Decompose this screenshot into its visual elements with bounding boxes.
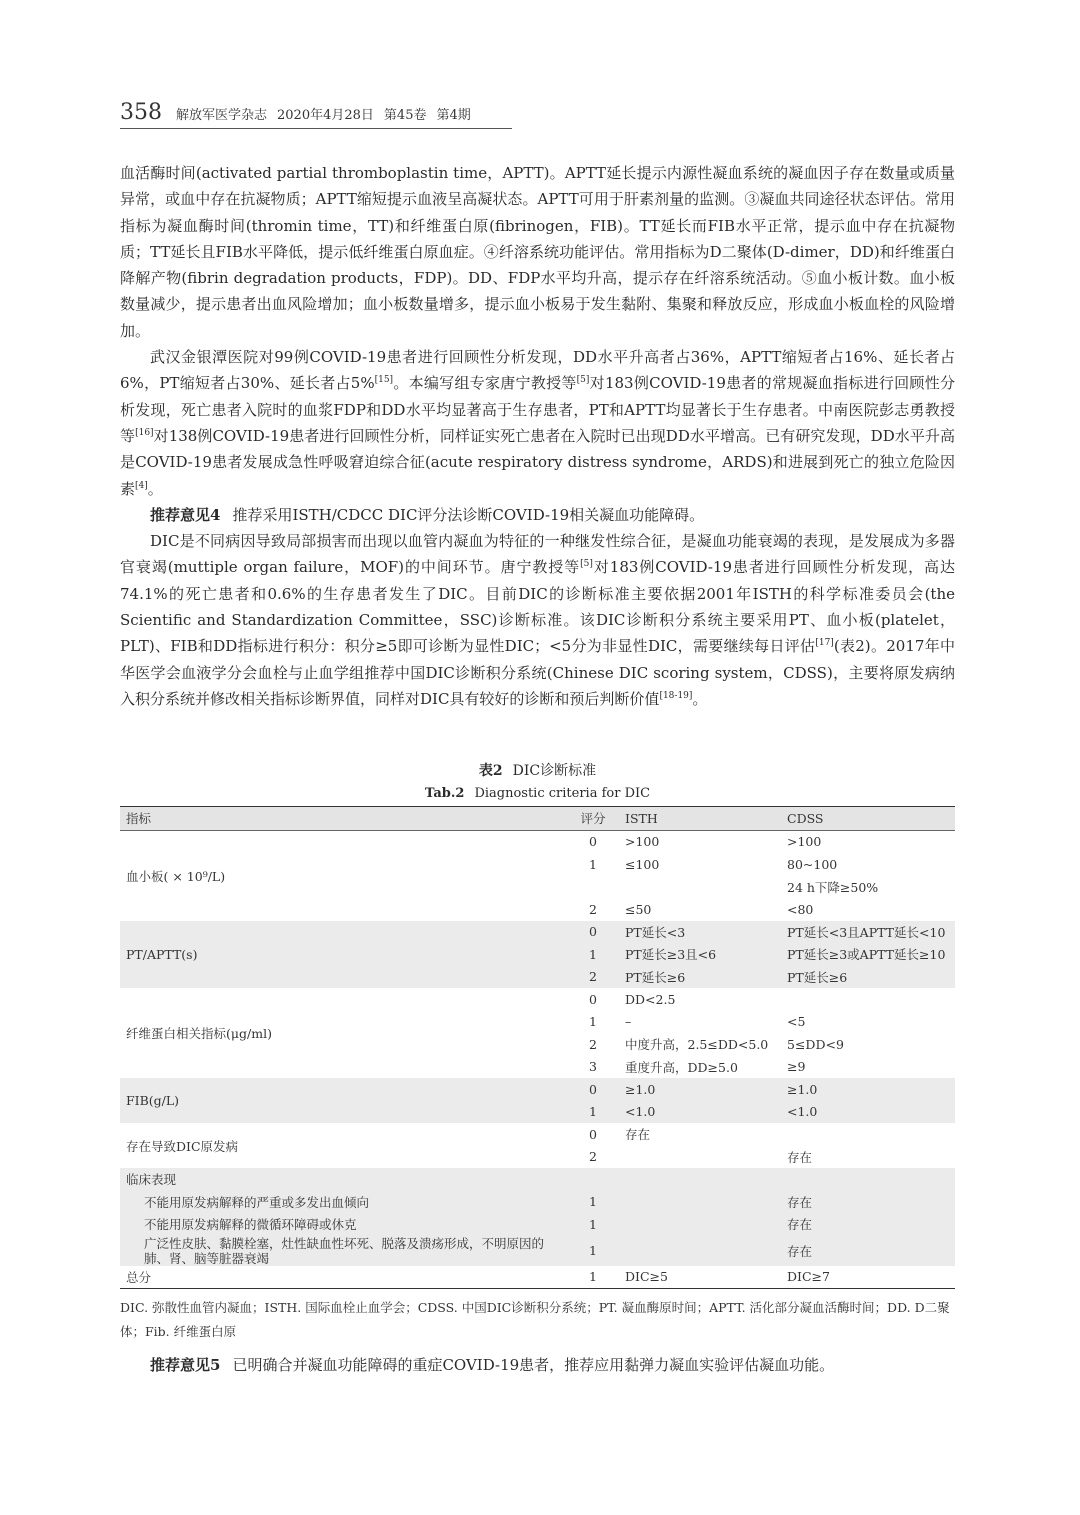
cdss-cell: 24 h下降≥50% bbox=[781, 876, 955, 899]
table-row bbox=[120, 830, 955, 853]
paragraph-1: 血活酶时间(activated partial thromboplastin time，APTT)。APTT延长提示内源性凝血系统的凝血因子存在数量或质量异常，或血中存在抗凝物质；APTT缩短提示血液呈高凝状态。APTT可用于肝素剂量的监测。③凝血共同途径状态评估。常用指标为凝血酶时间(thromin time，TT)和纤维蛋白原(fibrinogen，FIB)。TT延长而FIB水平正常，提示血中存在抗凝物质；TT延长且FIB水平降低，提示低纤维蛋白原血症。④纤溶系统功能评估。常用指标为D二聚体(D-dimer，DD)和纤维蛋白降解产物(fibrin degradation products，FDP)。DD、FDP水平均升高，提示存在纤溶系统活动。⑤血小板计数。血小板数量减少，提示患者出血风险增加；血小板数量增多，提示血小板易于发生黏附、集聚和释放反应，形成血小板血栓的风险增加。 bbox=[120, 164, 955, 340]
text: DIC是不同病因导致局部损害而出现以血管内凝血为特征的一种继发性综合征，是凝血功能衰竭的表现，是发展成为多器官衰竭(muttiple organ failure，MOF)的中间环节。唐宁教授等 bbox=[120, 532, 955, 577]
column-header: 指标 bbox=[120, 807, 567, 831]
recommendation-text: 已明确合并凝血功能障碍的重症COVID-19患者，推荐应用黏弹力凝血实验评估凝血功能。 bbox=[232, 1356, 835, 1374]
citation: [18-19] bbox=[659, 690, 693, 701]
caption-label: Tab.2 bbox=[424, 786, 465, 801]
score-cell: 1 bbox=[567, 1266, 619, 1289]
caption-label: 表2 bbox=[478, 763, 503, 779]
cdss-cell: 5≤DD<9 bbox=[781, 1033, 955, 1056]
cdss-cell: >100 bbox=[781, 830, 955, 853]
article-body bbox=[120, 160, 955, 712]
recommendation-label: 推荐意见5 bbox=[150, 1356, 221, 1374]
text: 。 bbox=[692, 689, 708, 708]
indicator-cell: 总分 bbox=[120, 1266, 567, 1289]
isth-cell bbox=[619, 1236, 781, 1266]
running-header bbox=[120, 100, 512, 125]
cdss-cell: PT延长≥3或APTT延长≥10 bbox=[781, 943, 955, 966]
score-cell: 2 bbox=[567, 1146, 619, 1169]
cdss-cell: ≥1.0 bbox=[781, 1078, 955, 1101]
cdss-cell bbox=[781, 1123, 955, 1146]
volume: 第45卷 bbox=[383, 108, 427, 123]
paragraph-3 bbox=[120, 528, 955, 712]
cdss-cell: <1.0 bbox=[781, 1101, 955, 1124]
text: (表2)。2017年中华医学会血液学分会血栓与止血学组推荐中国DIC诊断积分系统(Chinese DIC scoring system，CDSS)，主要将原发病纳入积分系统并修改相关指标诊断界值，同样对DIC具有较好的诊断和预后判断价值 bbox=[120, 637, 955, 708]
citation: [5] bbox=[576, 375, 590, 386]
header-rule bbox=[120, 128, 512, 129]
cdss-cell: <5 bbox=[781, 1011, 955, 1034]
recommendation-4 bbox=[120, 502, 955, 528]
score-cell: 1 bbox=[567, 1213, 619, 1236]
score-cell: 0 bbox=[567, 1123, 619, 1146]
table-row bbox=[120, 1123, 955, 1146]
table-row bbox=[120, 1078, 955, 1101]
isth-cell bbox=[619, 876, 781, 899]
isth-cell: 中度升高，2.5≤DD<5.0 bbox=[619, 1033, 781, 1056]
isth-cell: 存在 bbox=[619, 1123, 781, 1146]
column-header: ISTH bbox=[619, 807, 781, 831]
isth-cell: 重度升高，DD≥5.0 bbox=[619, 1056, 781, 1079]
indicator-cell: 不能用原发病解释的微循环障碍或休克 bbox=[120, 1213, 567, 1236]
citation: [4] bbox=[135, 480, 148, 491]
citation: [15] bbox=[374, 375, 394, 386]
indicator-cell: FIB(g/L) bbox=[120, 1078, 567, 1123]
cdss-cell: 存在 bbox=[781, 1236, 955, 1266]
isth-cell: PT延长≥3且<6 bbox=[619, 943, 781, 966]
table-row bbox=[120, 1213, 955, 1236]
isth-cell: – bbox=[619, 1011, 781, 1034]
text: 对183例COVID-19患者的常规凝血指标进行回顾性分析发现，死亡患者入院时的血浆FDP和DD水平均显著高于生存患者，PT和APTT均显著长于生存患者。中南医院彭志勇教授等 bbox=[120, 374, 955, 445]
score-cell: 0 bbox=[567, 988, 619, 1011]
cdss-cell: ≥9 bbox=[781, 1056, 955, 1079]
text: 。 bbox=[147, 479, 163, 498]
citation: [17] bbox=[815, 638, 834, 649]
score-cell: 1 bbox=[567, 1101, 619, 1124]
recommendation-5 bbox=[120, 1352, 955, 1379]
isth-cell: PT延长<3 bbox=[619, 921, 781, 944]
indicator-cell: 临床表现 bbox=[120, 1168, 567, 1191]
isth-cell: PT延长≥6 bbox=[619, 966, 781, 989]
indicator-cell: 血小板( × 10⁹/L) bbox=[120, 830, 567, 921]
table-caption-zh bbox=[120, 760, 955, 780]
cdss-cell: <80 bbox=[781, 898, 955, 921]
table-row bbox=[120, 1168, 955, 1191]
indicator-cell: 广泛性皮肤、黏膜栓塞，灶性缺血性坏死、脱落及溃疡形成，不明原因的肺、肾、脑等脏器衰竭 bbox=[120, 1236, 567, 1266]
cdss-cell: 存在 bbox=[781, 1213, 955, 1236]
indicator-cell: 存在导致DIC原发病 bbox=[120, 1123, 567, 1168]
caption-text: Diagnostic criteria for DIC bbox=[474, 786, 651, 801]
isth-cell: DD<2.5 bbox=[619, 988, 781, 1011]
text: 对183例COVID-19患者进行回顾性分析发现，高达74.1%的死亡患者和0.6%的生存患者发生了DIC。目前DIC的诊断标准主要依据2001年ISTH的科学标准委员会(the Scientific and Standardization Committee，SSC)诊断标准。该DIC诊断积分系统主要采用PT、血小板(platelet，PLT)、FIB和DD指标进行积分：积分≥5即可诊断为显性DIC；<5分为非显性DIC，需要继续每日评估 bbox=[120, 558, 955, 656]
cdss-cell: 存在 bbox=[781, 1191, 955, 1214]
isth-cell bbox=[619, 1213, 781, 1236]
text: 对138例COVID-19患者进行回顾性分析，同样证实死亡患者在入院时已出现DD水平增高。已有研究发现，DD水平升高是COVID-19患者发展成急性呼吸窘迫综合征(acute respiratory distress syndrome，ARDS)和进展到死亡的独立危险因素 bbox=[120, 426, 955, 498]
page-number: 358 bbox=[120, 100, 162, 125]
citation: [16] bbox=[135, 427, 154, 438]
table-row bbox=[120, 1191, 955, 1214]
score-cell bbox=[567, 876, 619, 899]
cdss-cell: 存在 bbox=[781, 1146, 955, 1169]
recommendation-text: 推荐采用ISTH/CDCC DIC评分法诊断COVID-19相关凝血功能障碍。 bbox=[232, 505, 705, 524]
isth-cell: <1.0 bbox=[619, 1101, 781, 1124]
isth-cell: >100 bbox=[619, 830, 781, 853]
cdss-cell: 80~100 bbox=[781, 853, 955, 876]
cdss-cell bbox=[781, 988, 955, 1011]
score-cell: 3 bbox=[567, 1056, 619, 1079]
score-cell: 1 bbox=[567, 1236, 619, 1266]
recommendation-label: 推荐意见4 bbox=[150, 505, 221, 524]
issue-date: 2020年4月28日 bbox=[277, 108, 374, 123]
isth-cell: ≤50 bbox=[619, 898, 781, 921]
isth-cell: ≥1.0 bbox=[619, 1078, 781, 1101]
cdss-cell: DIC≥7 bbox=[781, 1266, 955, 1289]
score-cell: 2 bbox=[567, 1033, 619, 1056]
score-cell: 2 bbox=[567, 898, 619, 921]
indicator-cell: 纤维蛋白相关指标(μg/ml) bbox=[120, 988, 567, 1078]
isth-cell bbox=[619, 1146, 781, 1169]
indicator-cell: 不能用原发病解释的严重或多发出血倾向 bbox=[120, 1191, 567, 1214]
indicator-cell: PT/APTT(s) bbox=[120, 921, 567, 989]
table-row bbox=[120, 1236, 955, 1266]
score-cell: 0 bbox=[567, 921, 619, 944]
text: 。本编写组专家唐宁教授等 bbox=[393, 374, 577, 393]
column-header: CDSS bbox=[781, 807, 955, 831]
text: 武汉金银潭医院对99例COVID-19患者进行回顾性分析发现，DD水平升高者占36%，APTT缩短者占16%、延长者占6%，PT缩短者占30%、延长者占5% bbox=[120, 348, 955, 393]
table-caption-en bbox=[120, 786, 955, 801]
table-header-row bbox=[120, 807, 955, 831]
cdss-cell: PT延长≥6 bbox=[781, 966, 955, 989]
score-cell: 0 bbox=[567, 830, 619, 853]
paragraph-2 bbox=[120, 344, 955, 502]
caption-text: DIC诊断标准 bbox=[512, 763, 597, 779]
table-row bbox=[120, 921, 955, 944]
citation: [5] bbox=[580, 559, 593, 570]
dic-criteria-table bbox=[120, 806, 955, 1289]
table-row bbox=[120, 1266, 955, 1289]
column-header: 评分 bbox=[567, 807, 619, 831]
score-cell: 0 bbox=[567, 1078, 619, 1101]
score-cell: 1 bbox=[567, 943, 619, 966]
isth-cell bbox=[619, 1191, 781, 1214]
isth-cell: ≤100 bbox=[619, 853, 781, 876]
cdss-cell: PT延长<3且APTT延长<10 bbox=[781, 921, 955, 944]
isth-cell: DIC≥5 bbox=[619, 1266, 781, 1289]
journal-name: 解放军医学杂志 bbox=[176, 108, 268, 123]
table-row bbox=[120, 988, 955, 1011]
score-cell: 1 bbox=[567, 853, 619, 876]
score-cell: 1 bbox=[567, 1191, 619, 1214]
score-cell: 1 bbox=[567, 1011, 619, 1034]
score-cell: 2 bbox=[567, 966, 619, 989]
table-footnote: DIC. 弥散性血管内凝血；ISTH. 国际血栓止血学会；CDSS. 中国DIC诊断积分系统；PT. 凝血酶原时间；APTT. 活化部分凝血活酶时间；DD. D二聚体；Fib. 纤维蛋白原 bbox=[120, 1300, 950, 1339]
issue: 第4期 bbox=[436, 108, 471, 123]
